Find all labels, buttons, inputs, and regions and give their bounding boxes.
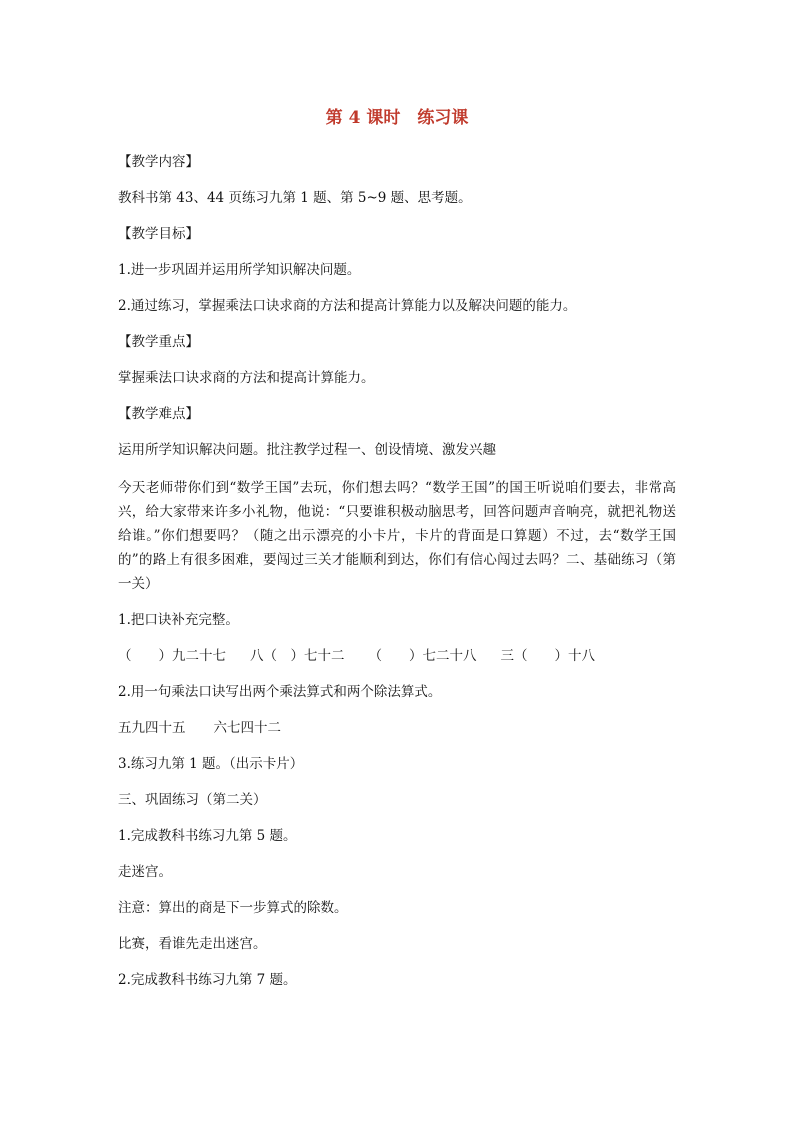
goal-item-2: 2.通过练习，掌握乘法口诀求商的方法和提高计算能力以及解决问题的能力。 — [118, 298, 577, 314]
rhyme-item: 六七四十二 — [213, 720, 281, 736]
key-heading: 【教学重点】 — [118, 334, 199, 350]
part3-heading: 三、巩固练习（第二关） — [118, 792, 267, 808]
goals-heading: 【教学目标】 — [118, 226, 199, 242]
difficulty-heading: 【教学难点】 — [118, 406, 199, 422]
part3-item-1: 1.完成教科书练习九第 5 题。 — [118, 828, 297, 844]
difficulty-text: 运用所学知识解决问题。批注教学过程一、创设情境、激发兴趣 — [118, 442, 496, 458]
exercise-1: 1.把口诀补充完整。 — [118, 612, 239, 628]
content-heading: 【教学内容】 — [118, 154, 199, 170]
key-text: 掌握乘法口诀求商的方法和提高计算能力。 — [118, 370, 375, 386]
contest-text: 比赛，看谁先走出迷宫。 — [118, 936, 267, 952]
note-text: 注意：算出的商是下一步算式的除数。 — [118, 900, 348, 916]
fill-blank-item: （ ）七二十八 — [368, 648, 477, 664]
content-text: 教科书第 43、44 页练习九第 1 题、第 5~9 题、思考题。 — [118, 190, 472, 206]
exercise-3: 3.练习九第 1 题。（出示卡片） — [118, 756, 304, 772]
goal-item-1: 1.进一步巩固并运用所学知识解决问题。 — [118, 262, 361, 278]
fill-blank-item: 八（ ）七十二 — [250, 648, 345, 664]
lesson-title: 第 4 课时 练习课 — [325, 108, 469, 128]
rhyme-item: 五九四十五 — [118, 720, 186, 736]
fill-blank-row — [118, 646, 676, 666]
part3-item-2: 2.完成教科书练习九第 7 题。 — [118, 972, 297, 988]
intro-paragraph: 今天老师带你们到“数学王国”去玩，你们想去吗？“数学王国”的国王听说咱们要去，非常高兴，给大家带来许多小礼物，他说：“只要谁积极动脑思考，回答问题声音响亮，就把礼物送给谁。”你们想要吗？（随之出示漂亮的小卡片，卡片的背面是口算题）不过，去“数学王国的”的路上有很多困难，要闯过三关才能顺利到达，你们有信心闯过去吗？二、基础练习（第一关） — [118, 480, 676, 592]
fill-blank-item: 三（ ）十八 — [500, 648, 595, 664]
rhyme-row — [118, 718, 676, 738]
exercise-2: 2.用一句乘法口诀写出两个乘法算式和两个除法算式。 — [118, 684, 442, 700]
fill-blank-item: （ ）九二十七 — [118, 648, 226, 664]
maze-text: 走迷宫。 — [118, 864, 172, 880]
